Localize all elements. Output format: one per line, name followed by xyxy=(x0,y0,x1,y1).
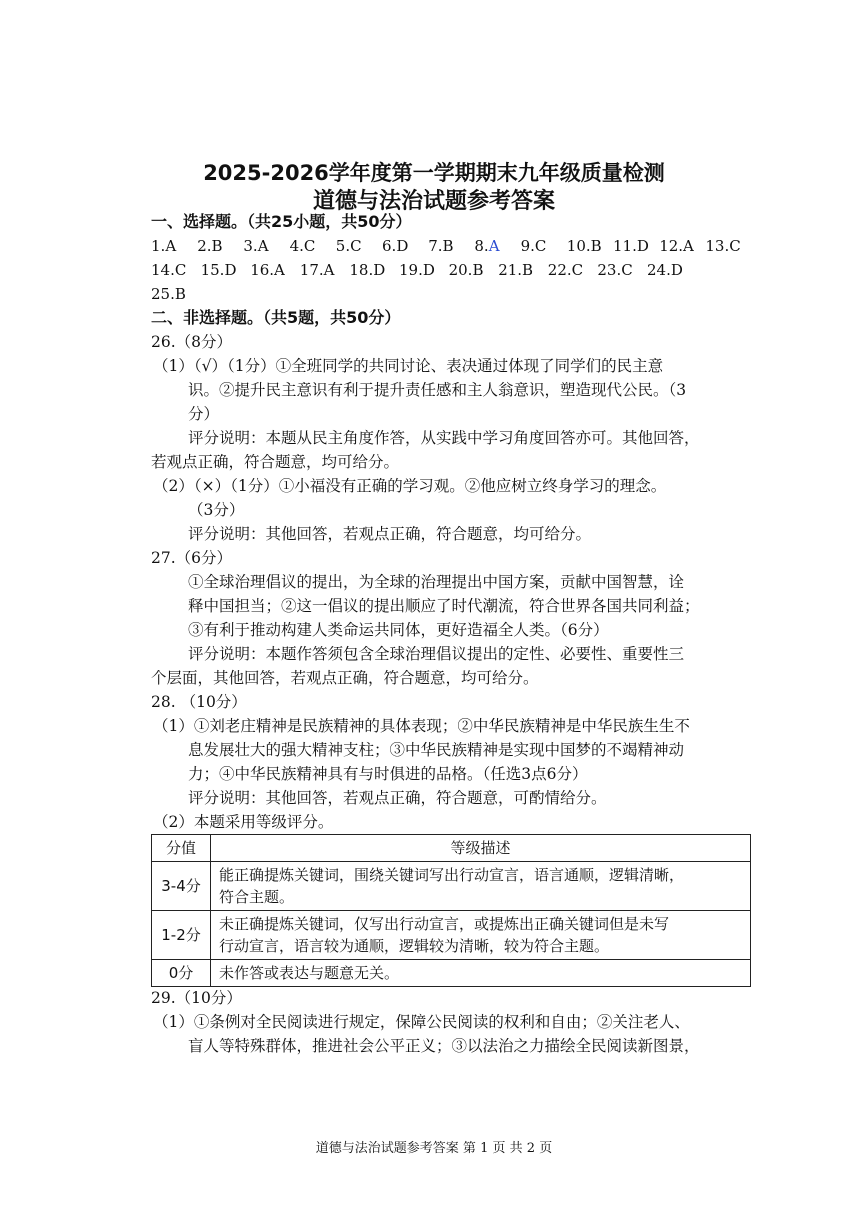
table-cell-score: 1-2分 xyxy=(152,911,211,960)
q26-part2-line2: （3分） xyxy=(188,501,245,519)
mc-answer-letter: A xyxy=(683,237,694,255)
table-cell-score: 3-4分 xyxy=(152,862,211,911)
mc-answer-letter: B xyxy=(472,261,484,279)
mc-question-number: 12. xyxy=(659,237,684,255)
mc-question-number: 17. xyxy=(299,261,324,279)
q29-heading: 29.（10分） xyxy=(151,989,242,1007)
mc-answer-item xyxy=(521,236,547,256)
mc-answer-letter: B xyxy=(174,285,186,303)
q28-part2-line: （2）本题采用等级评分。 xyxy=(153,813,334,831)
footer-end-text: 页 xyxy=(539,1141,553,1156)
q26-part1-note-line2: 若观点正确，符合题意，均可给分。 xyxy=(151,453,400,471)
mc-answer-item xyxy=(290,236,316,256)
table-header-score: 分值 xyxy=(152,835,211,862)
description-line: 能正确提炼关键词，围绕关键词写出行动宣言，语言通顺，逻辑清晰， xyxy=(219,866,685,884)
mc-answer-letter: D xyxy=(396,237,409,255)
mc-answer-letter: D xyxy=(670,261,683,279)
q27-heading: 27.（6分） xyxy=(151,549,233,567)
description-line: 符合主题。 xyxy=(219,888,295,906)
mc-question-number: 4. xyxy=(289,237,304,255)
mc-answer-letter: D xyxy=(636,237,649,255)
q26-part1-line2: 识。②提升民主意识有利于提升责任感和主人翁意识，塑造现代公民。（3 xyxy=(188,381,687,399)
section1-heading: 一、选择题。（共25小题，共50分） xyxy=(151,212,412,231)
table-cell-score: 0分 xyxy=(152,960,211,987)
q26-part1-note-line1: 评分说明：本题从民主角度作答，从实践中学习角度回答亦可。其他回答， xyxy=(188,429,700,447)
mc-answer-letter: A xyxy=(488,237,500,255)
mc-question-number: 8. xyxy=(474,237,489,255)
mc-question-number: 16. xyxy=(250,261,275,279)
mc-answer-item xyxy=(250,260,285,280)
mc-answer-item xyxy=(151,260,186,280)
mc-answer-letter: A xyxy=(323,261,335,279)
mc-answer-item xyxy=(567,236,602,256)
q29-part1-line1: （1）①条例对全民阅读进行规定，保障公民阅读的权利和自由；②关注老人、 xyxy=(153,1013,690,1031)
mc-question-number: 1. xyxy=(151,237,166,255)
footer-mid-text: 页 共 xyxy=(492,1141,523,1156)
mc-answer-item xyxy=(243,236,268,256)
mc-answer-item xyxy=(647,260,683,280)
q28-heading: 28. （10分） xyxy=(151,693,247,711)
mc-answer-letter: C xyxy=(621,261,633,279)
mc-answer-item xyxy=(151,236,176,256)
mc-answer-letter: A xyxy=(165,237,177,255)
mc-answer-item xyxy=(201,260,237,280)
q26-part1-line1: （1）（√）（1分）①全班同学的共同讨论、表决通过体现了同学们的民主意 xyxy=(153,357,664,375)
mc-answer-item xyxy=(399,260,435,280)
mc-question-number: 3. xyxy=(243,237,258,255)
table-cell-description xyxy=(211,911,751,960)
mc-question-number: 14. xyxy=(151,261,175,279)
table-row xyxy=(152,862,751,911)
mc-question-number: 19. xyxy=(399,261,423,279)
mc-question-number: 20. xyxy=(448,261,473,279)
q27-line1: ①全球治理倡议的提出，为全球的治理提出中国方案，贡献中国智慧，诠 xyxy=(188,573,685,591)
mc-answer-letter: B xyxy=(442,237,454,255)
mc-question-number: 23. xyxy=(597,261,622,279)
q28-part1-line2: 息发展壮大的强大精神支柱；③中华民族精神是实现中国梦的不竭精神动 xyxy=(188,741,685,759)
mc-answer-letter: C xyxy=(174,261,187,279)
footer-page-number: 1 xyxy=(480,1141,489,1156)
grading-table xyxy=(151,834,751,987)
mc-question-number: 2. xyxy=(197,237,212,255)
mc-question-number: 6. xyxy=(382,237,397,255)
mc-answer-letter: A xyxy=(257,237,269,255)
footer-total-pages: 2 xyxy=(526,1141,536,1156)
mc-question-number: 13. xyxy=(705,237,730,255)
mc-answer-item xyxy=(428,236,453,256)
q27-note-line2: 个层面，其他回答，若观点正确，符合题意，均可给分。 xyxy=(151,669,539,687)
table-cell-description xyxy=(211,862,751,911)
mc-answer-item xyxy=(548,260,583,280)
mc-question-number: 11. xyxy=(613,237,637,255)
mc-answer-letter: B xyxy=(590,237,602,255)
mc-answer-letter: B xyxy=(211,237,223,255)
table-cell-description: 未作答或表达与题意无关。 xyxy=(211,960,751,987)
mc-answer-item xyxy=(498,260,533,280)
table-header-row xyxy=(152,835,751,862)
q27-note-line1: 评分说明：本题作答须包含全球治理倡议提出的定性、必要性、重要性三 xyxy=(188,645,685,663)
q28-part1-note: 评分说明：其他回答，若观点正确，符合题意，可酌情给分。 xyxy=(188,789,607,807)
mc-answer-letter: D xyxy=(224,261,237,279)
table-header-description: 等级描述 xyxy=(211,835,751,862)
description-line: 未正确提炼关键词，仅写出行动宣言，或提炼出正确关键词但是未写 xyxy=(219,915,670,933)
page-footer xyxy=(0,1137,868,1156)
footer-text: 道德与法治试题参考答案 第 xyxy=(315,1141,476,1156)
q26-part2-note: 评分说明：其他回答，若观点正确，符合题意，均可给分。 xyxy=(188,525,592,543)
q27-line2: 释中国担当；②这一倡议的提出顺应了时代潮流，符合世界各国共同利益； xyxy=(188,597,700,615)
table-row xyxy=(152,960,751,987)
mc-question-number: 7. xyxy=(428,237,443,255)
mc-question-number: 22. xyxy=(547,261,572,279)
document-subtitle: 道德与法治试题参考答案 xyxy=(312,189,555,214)
q28-part1-line3: 力；④中华民族精神具有与时俱进的品格。（任选3点6分） xyxy=(188,765,588,783)
mc-answer-item xyxy=(449,260,484,280)
mc-answer-letter: C xyxy=(571,261,584,279)
mc-answer-item xyxy=(300,260,335,280)
mc-answer-item xyxy=(659,236,694,256)
q26-part1-line3: 分） xyxy=(188,405,220,423)
mc-answer-letter: A xyxy=(274,261,285,279)
mc-answer-letter: C xyxy=(534,237,547,255)
mc-question-number: 24. xyxy=(647,261,671,279)
mc-answer-item xyxy=(197,236,222,256)
mc-question-number: 5. xyxy=(335,237,351,255)
mc-answer-letter: D xyxy=(373,261,386,279)
mc-answer-letter: C xyxy=(303,237,316,255)
mc-answer-letter: C xyxy=(350,237,362,255)
q29-part1-line2: 盲人等特殊群体，推进社会公平正义；③以法治之力描绘全民阅读新图景， xyxy=(188,1037,700,1055)
mc-question-number: 25. xyxy=(151,285,175,303)
mc-question-number: 10. xyxy=(566,237,591,255)
mc-answer-letter: B xyxy=(522,261,534,279)
mc-answer-item xyxy=(382,236,408,256)
document-title: 2025-2026学年度第一学期期末九年级质量检测 xyxy=(203,161,665,185)
mc-answer-item xyxy=(597,260,632,280)
mc-answer-item xyxy=(336,236,362,256)
mc-answer-letter: C xyxy=(729,237,741,255)
table-row xyxy=(152,911,751,960)
mc-question-number: 9. xyxy=(520,237,535,255)
mc-question-number: 18. xyxy=(349,261,374,279)
mc-answer-item xyxy=(705,236,740,256)
q26-part2-line1: （2）（×）（1分）①小福没有正确的学习观。②他应树立终身学习的理念。 xyxy=(153,477,667,495)
description-line: 行动宣言，语言较为通顺，逻辑较为清晰，较为符合主题。 xyxy=(219,937,610,955)
q28-part1-line1: （1）①刘老庄精神是民族精神的具体表现；②中华民族精神是中华民族生生不 xyxy=(153,717,690,735)
mc-answer-item xyxy=(613,236,649,256)
section2-heading: 二、非选择题。（共5题，共50分） xyxy=(151,308,401,327)
mc-answer-item xyxy=(151,284,186,304)
mc-question-number: 15. xyxy=(200,261,225,279)
q26-heading: 26.（8分） xyxy=(151,333,233,351)
mc-answer-letter: D xyxy=(422,261,435,279)
mc-answer-item xyxy=(474,236,499,256)
mc-question-number: 21. xyxy=(498,261,523,279)
q27-line3: ③有利于推动构建人类命运共同体，更好造福全人类。（6分） xyxy=(188,621,609,639)
mc-answer-item xyxy=(349,260,385,280)
